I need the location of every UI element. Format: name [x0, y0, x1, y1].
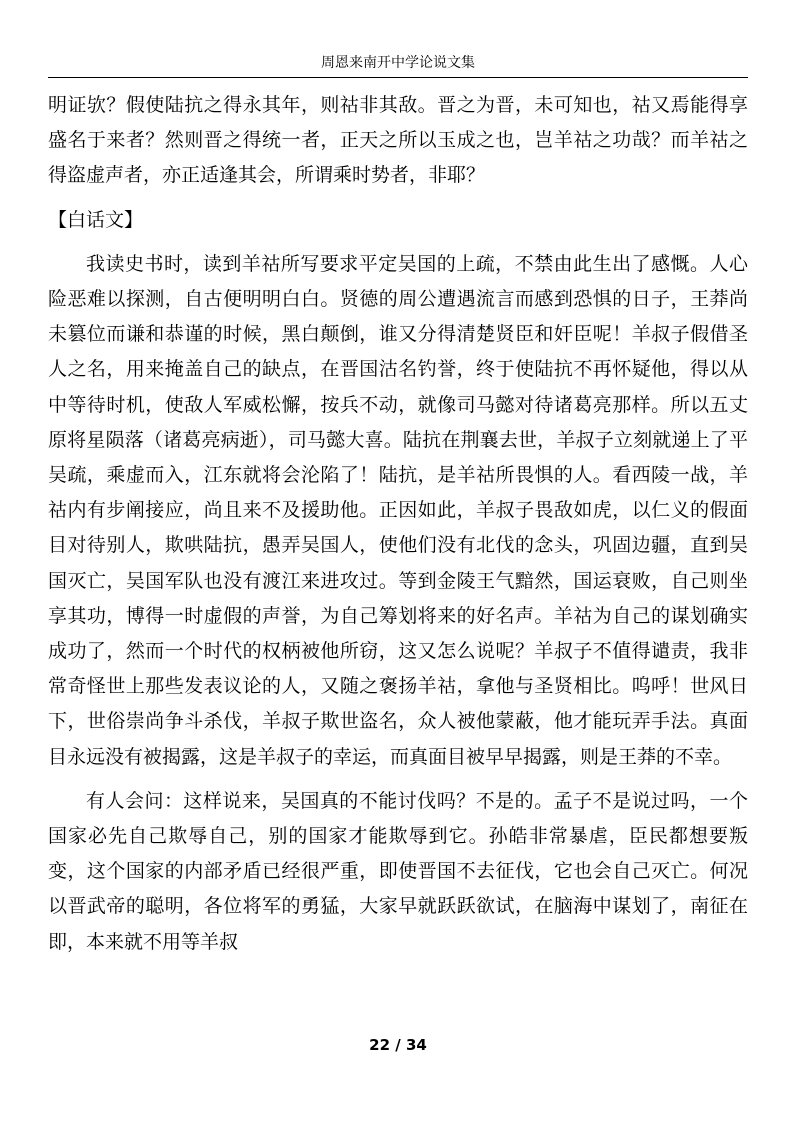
document-body — [48, 88, 748, 960]
paragraph-vernacular-1: 我读史书时，读到羊祜所写要求平定吴国的上疏，不禁由此生出了感慨。人心险恶难以探测，自古便明明白白。贤德的周公遭遇流言而感到恐惧的日子，王莽尚未篡位而谦和恭谨的时候，黑白颠倒，谁又分得清楚贤臣和奸臣呢！羊叔子假借圣人之名，用来掩盖自己的缺点，在晋国沽名钓誉，终于使陆抗不再怀疑他，得以从中等待时机，使敌人军威松懈，按兵不动，就像司马懿对待诸葛亮那样。所以五丈原将星陨落（诸葛亮病逝），司马懿大喜。陆抗在荆襄去世，羊叔子立刻就递上了平吴疏，乘虚而入，江东就将会沦陷了！陆抗，是羊祜所畏惧的人。看西陵一战，羊祜内有步阐接应，尚且来不及援助他。正因如此，羊叔子畏敌如虎，以仁义的假面目对待别人，欺哄陆抗，愚弄吴国人，使他们没有北伐的念头，巩固边疆，直到吴国灭亡，吴国军队也没有渡江来进攻过。等到金陵王气黯然，国运衰败，自己则坐享其功，博得一时虚假的声誉，为自己筹划将来的好名声。羊祜为自己的谋划确实成功了，然而一个时代的权柄被他所窃，这又怎么说呢？羊叔子不值得谴责，我非常奇怪世上那些发表议论的人，又随之褒扬羊祜，拿他与圣贤相比。呜呼！世风日下，世俗崇尚争斗杀伐，羊叔子欺世盗名，众人被他蒙蔽，他才能玩弄手法。真面目永远没有被揭露，这是羊叔子的幸运，而真面目被早早揭露，则是王莽的不幸。 — [48, 252, 748, 768]
paragraph-gap — [48, 194, 748, 203]
paragraph-classical-ending: 明证欤？假使陆抗之得永其年，则祜非其敌。晋之为晋，未可知也，祜又焉能得享盛名于来者？然则晋之得统一者，正天之所以玉成之也，岂羊祜之功哉？而羊祜之得盗虚声者，亦正适逢其会，所谓乘时势者，非耶？ — [48, 94, 748, 187]
page-number: 22 / 34 — [369, 1036, 427, 1054]
section-heading-vernacular: 【白话文】 — [48, 208, 144, 231]
running-header: 周恩来南开中学论说文集 — [321, 55, 475, 71]
paragraph-vernacular-2: 有人会问：这样说来，吴国真的不能讨伐吗？不是的。孟子不是说过吗，一个国家必先自己欺辱自己，别的国家才能欺辱到它。孙皓非常暴虐，臣民都想要叛变，这个国家的内部矛盾已经很严重，即使晋国不去征伐，它也会自己灭亡。何况以晋武帝的聪明，各位将军的勇猛，大家早就跃跃欲试，在脑海中谋划了，南征在即，本来就不用等羊叔 — [48, 789, 748, 953]
paragraph-gap — [48, 775, 748, 784]
paragraph-gap — [48, 238, 748, 247]
header-divider — [48, 77, 748, 78]
